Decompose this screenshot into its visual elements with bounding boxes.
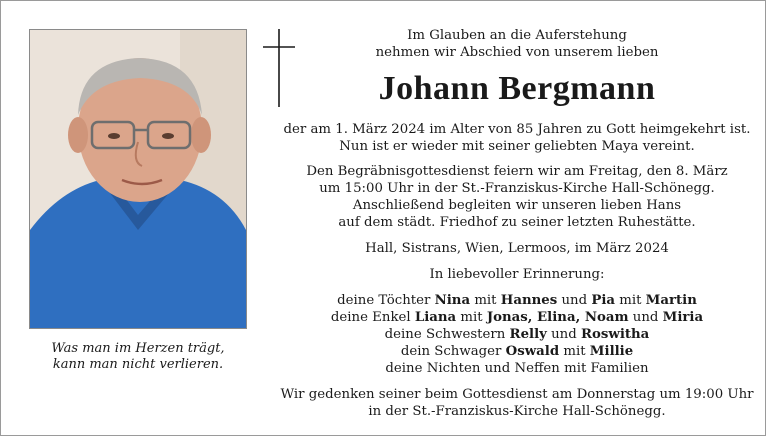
family-text: dein Schwager <box>400 344 506 359</box>
memory-heading: In liebevoller Erinnerung: <box>429 267 605 282</box>
obituary-text <box>277 27 757 420</box>
family-text: und <box>628 310 663 325</box>
deceased-name: Johann Bergmann <box>378 70 656 107</box>
portrait-illustration <box>30 30 246 328</box>
family-text: mit <box>470 293 501 308</box>
family-daughters <box>277 292 757 309</box>
family-text: deine Schwestern <box>384 327 510 342</box>
family-sisters <box>277 326 757 343</box>
family-name: Millie <box>589 344 634 359</box>
family-text: mit <box>615 293 646 308</box>
family-name: Pia <box>591 293 615 308</box>
family-nieces: deine Nichten und Neffen mit Familien <box>385 361 649 376</box>
family-name: Miria <box>662 310 704 325</box>
family-name: Roswitha <box>580 327 650 342</box>
family-text: mit <box>559 344 590 359</box>
closing-line: in der St.-Franziskus-Kirche Hall-Schönegg. <box>368 404 666 419</box>
family-name: Oswald <box>505 344 560 359</box>
family-text: deine Töchter <box>337 293 435 308</box>
intro-line: Im Glauben an die Auferstehung <box>407 28 627 43</box>
funeral-line: Anschließend begleiten wir unseren lieben Hans <box>352 198 682 213</box>
family-text: und <box>546 327 581 342</box>
memorial-quote <box>29 341 247 373</box>
place-date: Hall, Sistrans, Wien, Lermoos, im März 2024 <box>365 241 669 256</box>
family-grandchildren <box>277 309 757 326</box>
family-name: Liana <box>414 310 457 325</box>
closing-line: Wir gedenken seiner beim Gottesdienst am Donnerstag um 19:00 Uhr <box>280 387 754 402</box>
family-text: deine Enkel <box>330 310 415 325</box>
family-brother-in-law <box>277 343 757 360</box>
family-text: mit <box>456 310 487 325</box>
portrait-photo <box>29 29 247 329</box>
quote-line: Was man im Herzen trägt, <box>51 341 225 356</box>
quote-line: kann man nicht verlieren. <box>52 357 224 372</box>
funeral-line: auf dem städt. Friedhof zu seiner letzten Ruhestätte. <box>338 215 696 230</box>
death-line: Nun ist er wieder mit seiner geliebten Maya vereint. <box>339 139 695 154</box>
family-name: Jonas, Elina, Noam <box>486 310 629 325</box>
funeral-line: um 15:00 Uhr in der St.-Franziskus-Kirche Hall-Schönegg. <box>319 181 715 196</box>
family-name: Nina <box>434 293 471 308</box>
family-name: Relly <box>509 327 547 342</box>
family-name: Hannes <box>500 293 558 308</box>
family-text: und <box>557 293 592 308</box>
funeral-line: Den Begräbnisgottesdienst feiern wir am Freitag, den 8. März <box>306 164 728 179</box>
death-line: der am 1. März 2024 im Alter von 85 Jahren zu Gott heimgekehrt ist. <box>283 122 751 137</box>
family-name: Martin <box>645 293 697 308</box>
intro-line: nehmen wir Abschied von unserem lieben <box>375 45 659 60</box>
